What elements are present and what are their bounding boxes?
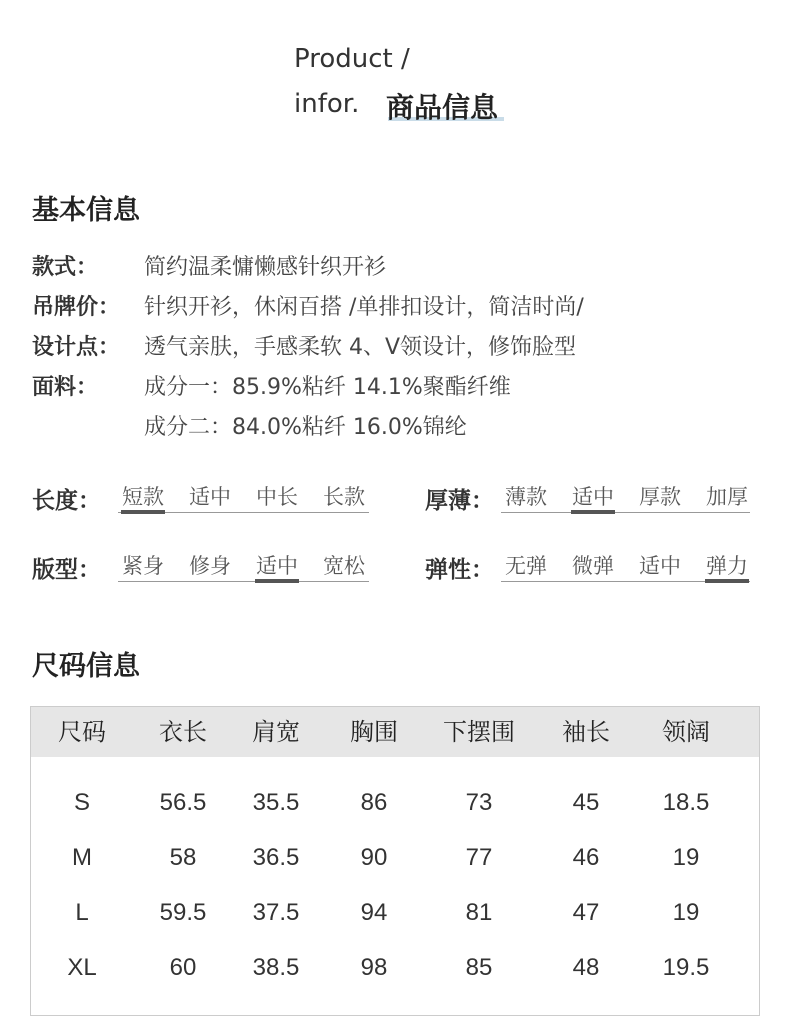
table-cell: 59.5	[159, 899, 207, 926]
table-cell: 47	[572, 899, 600, 926]
table-cell: 38.5	[252, 954, 300, 981]
info-value-tag-price: 针织开衫，休闲百搭 /单排扣设计，简洁时尚/	[144, 295, 584, 320]
table-header-cell: 胸围	[350, 718, 398, 746]
header-infor-en: infor.	[294, 89, 360, 119]
header-title-cn: 商品信息	[386, 91, 499, 124]
table-cell: 73	[465, 789, 493, 816]
attr-elasticity-option: 微弹	[572, 554, 614, 578]
info-value-fabric-1: 成分一：85.9%粘纤 14.1%聚酯纤维	[144, 375, 511, 400]
info-value-design: 透气亲肤，手感柔软 4、V领设计，修饰脸型	[144, 335, 577, 360]
size-info-title: 尺码信息	[32, 651, 140, 682]
table-cell: 19.5	[662, 954, 710, 981]
table-cell: 35.5	[252, 789, 300, 816]
attr-thickness-option: 加厚	[706, 485, 748, 509]
attr-length-option: 长款	[323, 485, 365, 509]
attr-elasticity-option: 弹力	[706, 554, 748, 578]
attr-label-elasticity: 弹性：	[425, 557, 494, 583]
attr-label-length: 长度：	[32, 488, 101, 514]
table-cell: 85	[465, 954, 493, 981]
info-label-style: 款式：	[32, 255, 99, 280]
attr-length-option: 中长	[256, 485, 298, 509]
table-cell: 86	[360, 789, 388, 816]
header-product-en: Product /	[294, 44, 410, 74]
info-label-fabric: 面料：	[32, 375, 99, 400]
table-cell: 36.5	[252, 844, 300, 871]
basic-info-title: 基本信息	[32, 195, 140, 226]
info-value-fabric-2: 成分二：84.0%粘纤 16.0%锦纶	[144, 415, 467, 440]
table-cell: XL	[67, 954, 97, 981]
table-cell: 45	[572, 789, 600, 816]
table-cell: 19	[672, 899, 700, 926]
attr-thickness-option: 适中	[572, 485, 614, 509]
attr-label-fit: 版型：	[32, 557, 101, 583]
attr-thickness-option: 薄款	[505, 485, 547, 509]
table-cell: S	[73, 789, 90, 816]
attr-elasticity-option: 适中	[639, 554, 681, 578]
table-cell: 37.5	[252, 899, 300, 926]
attr-fit-line	[118, 581, 369, 582]
size-table-header	[31, 707, 759, 757]
table-cell: L	[75, 899, 89, 926]
table-header-cell: 领阔	[662, 718, 710, 746]
table-header-cell: 尺码	[58, 718, 106, 746]
attr-fit-selected-bar	[255, 579, 299, 583]
table-cell: M	[72, 844, 92, 871]
table-cell: 60	[169, 954, 197, 981]
attr-thickness-line	[501, 512, 750, 513]
table-cell: 77	[465, 844, 493, 871]
attr-length-option: 短款	[122, 485, 164, 509]
attr-fit-option: 修身	[189, 554, 231, 578]
table-cell: 18.5	[662, 789, 710, 816]
table-cell: 94	[360, 899, 388, 926]
table-cell: 48	[572, 954, 600, 981]
attr-fit-option: 宽松	[323, 554, 365, 578]
table-header-cell: 袖长	[562, 718, 610, 746]
size-table	[30, 706, 760, 1016]
table-cell: 46	[572, 844, 600, 871]
table-cell: 56.5	[159, 789, 207, 816]
table-header-cell: 肩宽	[252, 718, 300, 746]
info-label-tag-price: 吊牌价：	[32, 295, 121, 320]
table-cell: 81	[465, 899, 493, 926]
attr-length-selected-bar	[121, 510, 165, 514]
attr-elasticity-selected-bar	[705, 579, 749, 583]
table-cell: 98	[360, 954, 388, 981]
table-header-cell: 下摆围	[443, 718, 515, 746]
attr-thickness-selected-bar	[571, 510, 615, 514]
table-cell: 19	[672, 844, 700, 871]
table-cell: 58	[169, 844, 197, 871]
info-label-design: 设计点：	[32, 335, 121, 360]
attr-thickness-option: 厚款	[639, 485, 681, 509]
table-header-cell: 衣长	[159, 718, 207, 746]
table-cell: 90	[360, 844, 388, 871]
attr-elasticity-option: 无弹	[505, 554, 547, 578]
attr-fit-option: 紧身	[122, 554, 164, 578]
attr-fit-option: 适中	[256, 554, 298, 578]
attr-length-option: 适中	[189, 485, 231, 509]
info-value-style: 简约温柔慵懒感针织开衫	[144, 255, 387, 280]
attr-label-thickness: 厚薄：	[425, 488, 494, 514]
